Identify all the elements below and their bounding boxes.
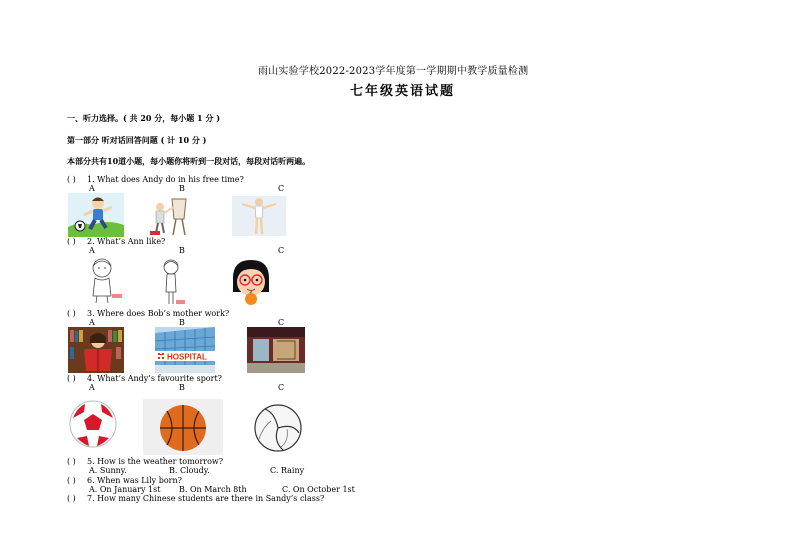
question-6 <box>67 476 182 485</box>
question-text: 3. Where does Bob’s mother work? <box>87 309 230 318</box>
question-text: 7. How many Chinese students are there in Sandy’s class? <box>87 494 325 503</box>
school-header: 雨山实验学校2022-2023学年度第一学期期中教学质量检测 <box>258 66 529 77</box>
library-reading-image <box>68 327 124 373</box>
answer-bracket[interactable]: ( ) <box>67 494 76 503</box>
girl-sketch-image <box>82 256 124 304</box>
option-c: C. Rainy <box>270 466 305 475</box>
option-c: C. On October 1st <box>282 485 355 494</box>
question-3 <box>67 309 229 318</box>
basketball-image <box>143 399 223 455</box>
question-7 <box>67 494 324 503</box>
answer-bracket[interactable]: ( ) <box>67 237 76 246</box>
option-label-c: C <box>278 246 285 255</box>
answer-bracket[interactable]: ( ) <box>67 457 76 466</box>
hospital-sign-text: HOSPITAL <box>167 352 207 362</box>
answer-bracket[interactable]: ( ) <box>67 175 76 184</box>
soccer-ball-image <box>69 400 117 448</box>
section-heading: 一、听力选择。( 共 20 分，每小题 1 分 ) <box>67 113 220 123</box>
part-heading: 第一部分 听对话回答问题 ( 计 10 分 ) <box>67 135 207 145</box>
option-label-b: B <box>179 318 185 327</box>
question-2 <box>67 237 165 246</box>
girl-with-glasses-image <box>229 258 273 306</box>
answer-bracket[interactable]: ( ) <box>67 309 76 318</box>
girl-dancing-image <box>232 196 286 236</box>
option-label-b: B <box>179 184 185 193</box>
option-label-a: A <box>89 184 95 193</box>
option-label-a: A <box>89 318 95 327</box>
question-4 <box>67 374 222 383</box>
option-label-a: A <box>89 383 95 392</box>
person-painting-image <box>146 195 198 237</box>
option-label-b: B <box>179 246 185 255</box>
question-text: 1. What does Andy do in his free time? <box>87 175 244 184</box>
store-front-image <box>247 327 305 373</box>
question-5 <box>67 457 223 466</box>
answer-bracket[interactable]: ( ) <box>67 374 76 383</box>
option-label-c: C <box>278 318 285 327</box>
question-1 <box>67 175 244 184</box>
thin-girl-sketch-image <box>157 258 187 306</box>
option-b: B. On March 8th <box>179 485 247 494</box>
question-text: 5. How is the weather tomorrow? <box>87 457 224 466</box>
question-text: 6. When was Lily born? <box>87 476 182 485</box>
volleyball-image <box>253 403 303 453</box>
hospital-building-image <box>155 327 215 373</box>
option-a: A. On January 1st <box>89 485 161 494</box>
question-text: 4. What’s Andy’s favourite sport? <box>87 374 222 383</box>
option-a: A. Sunny. <box>89 466 127 475</box>
option-label-b: B <box>179 383 185 392</box>
answer-bracket[interactable]: ( ) <box>67 476 76 485</box>
option-b: B. Cloudy. <box>169 466 210 475</box>
option-label-c: C <box>278 184 285 193</box>
option-label-a: A <box>89 246 95 255</box>
question-text: 2. What’s Ann like? <box>87 237 166 246</box>
option-label-c: C <box>278 383 285 392</box>
exam-title: 七年级英语试题 <box>350 84 456 99</box>
instructions: 本部分共有10道小题，每小题你将听到一段对话，每段对话听两遍。 <box>67 156 311 166</box>
boy-playing-soccer-image <box>68 193 124 237</box>
